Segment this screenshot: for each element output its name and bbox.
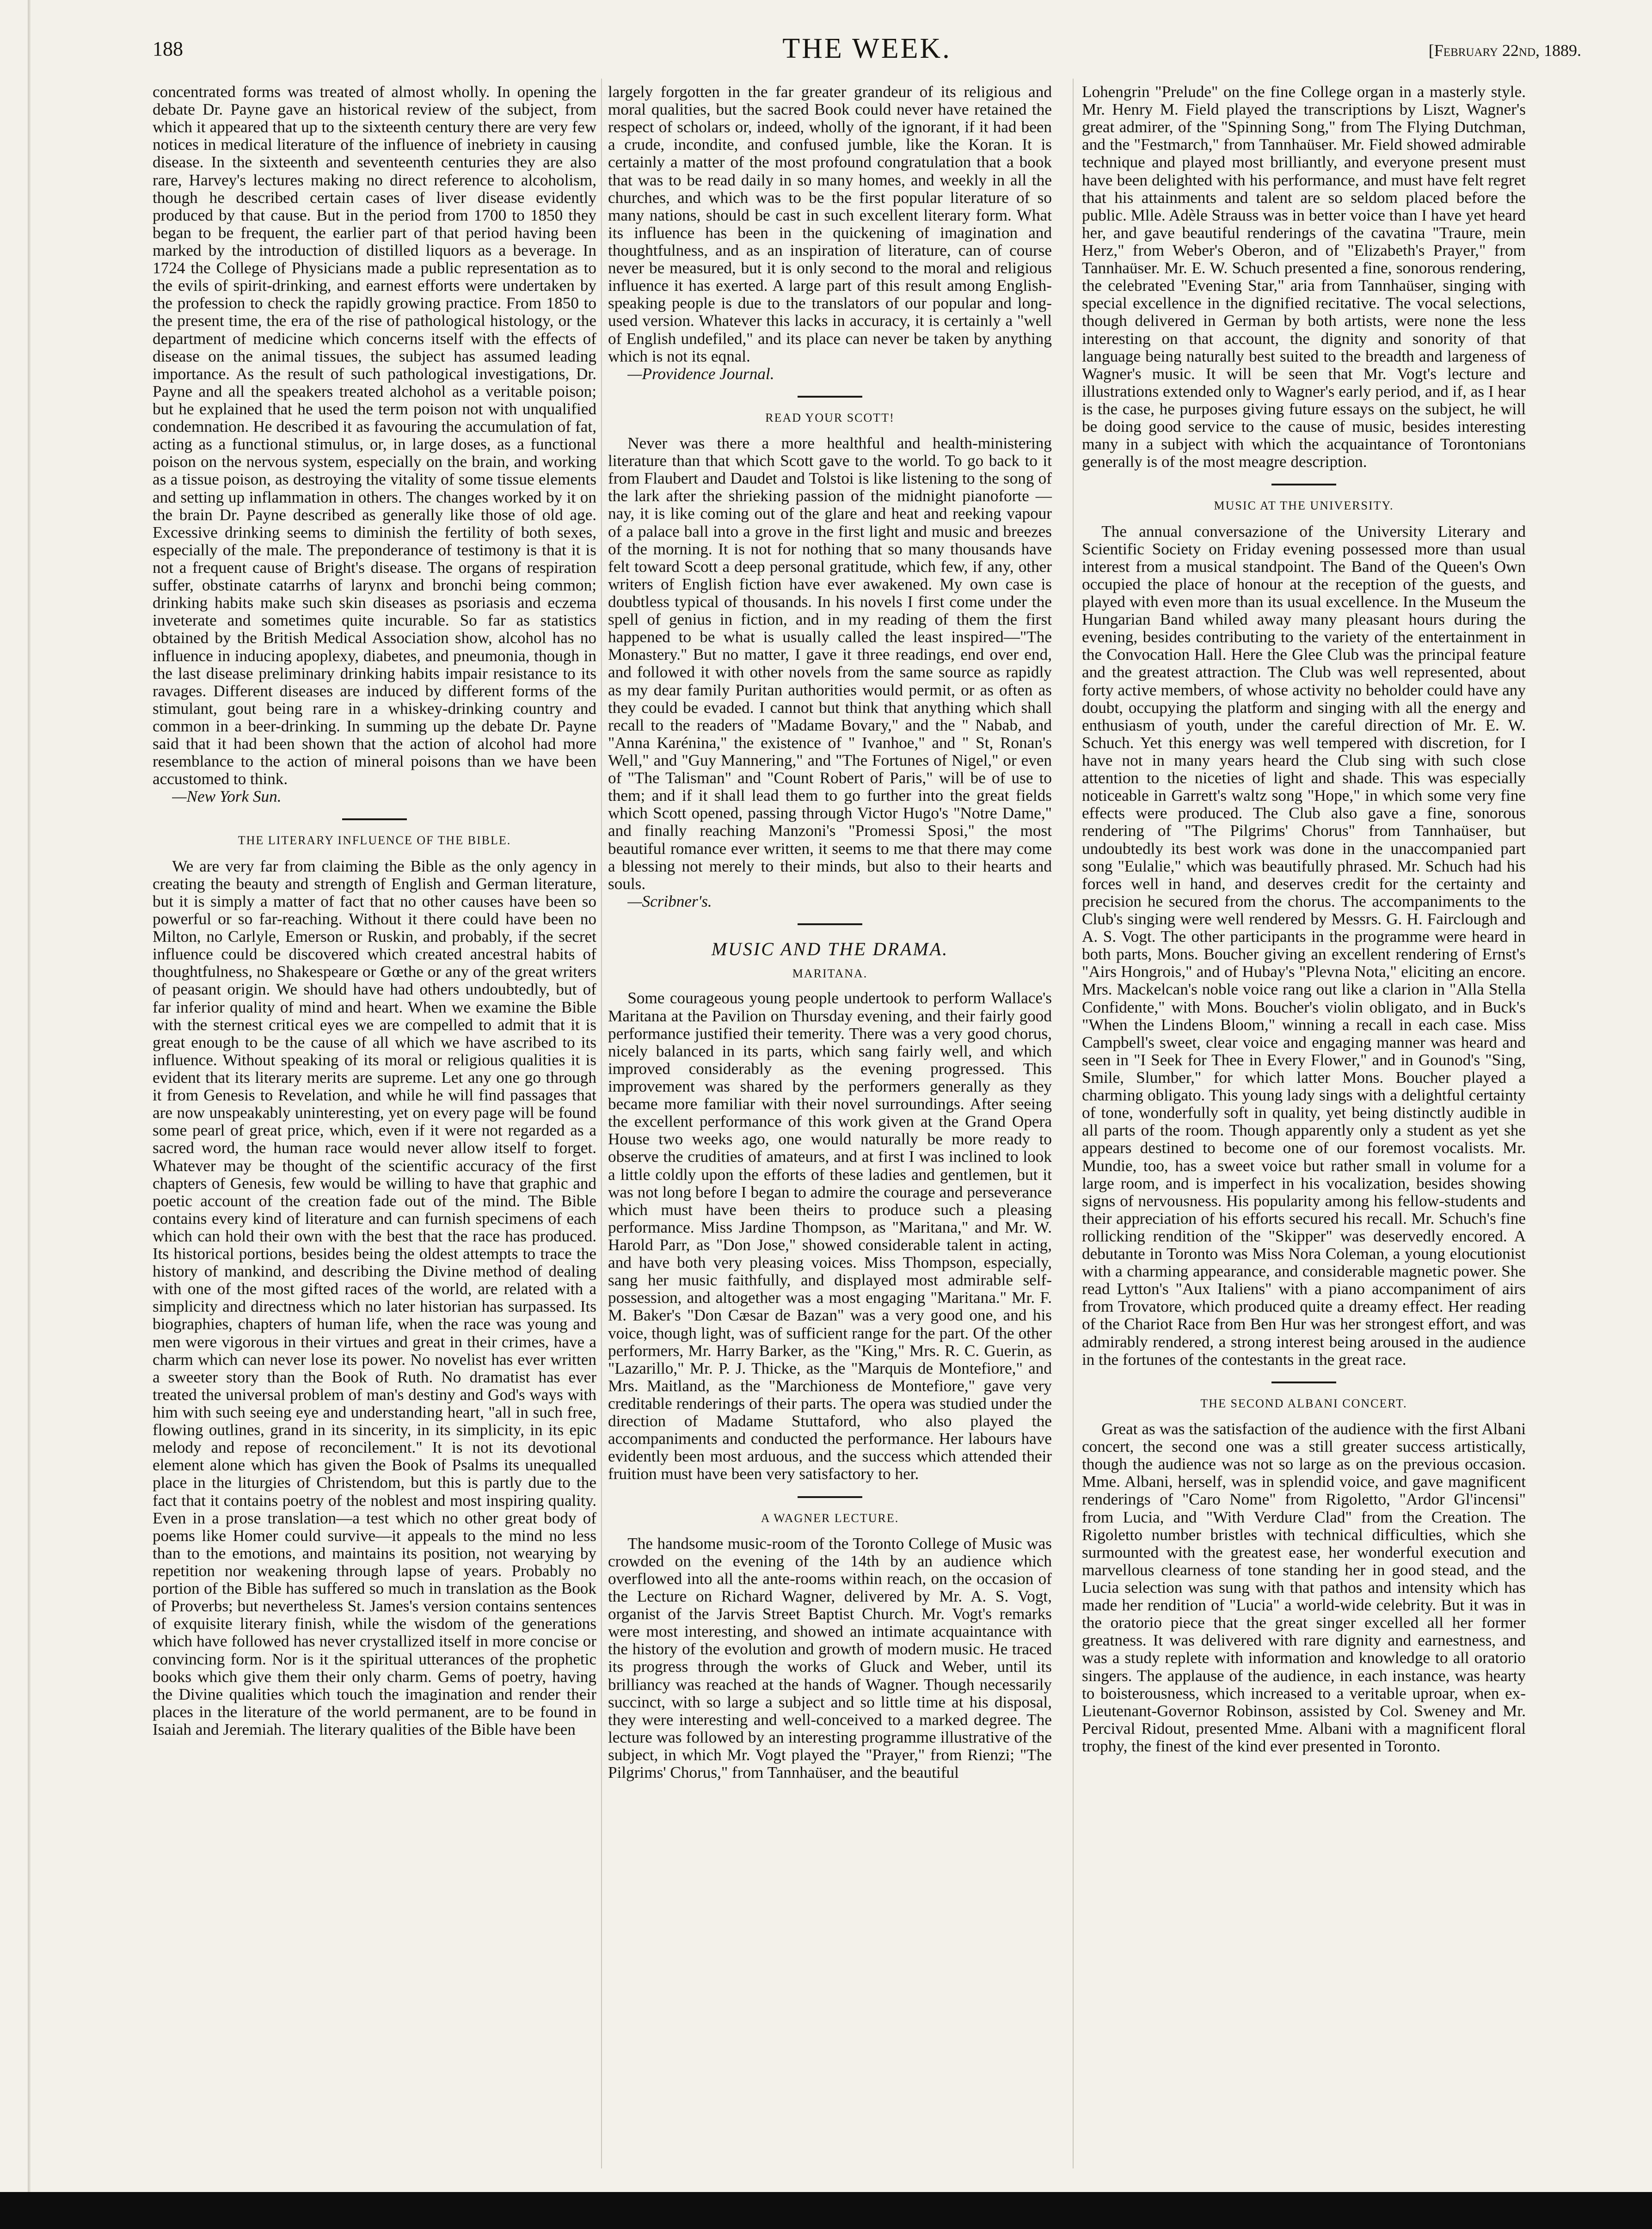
column-3 <box>1082 83 1526 1755</box>
column-1 <box>153 83 596 1738</box>
section-divider <box>798 923 862 925</box>
column-divider <box>1073 79 1074 2168</box>
article-paragraph: We are very far from claiming the Bible as the only agency in creating the beauty and strength of English and German literature, but it is simply a matter of fact that no other causes have been so powerful or so far-reaching. Without it there could have been no Milton, no Carlyle, Emerson or Ruskin, and probably, if the secret influence could be discovered which created ancestral habits of thoughtfulness, no Shakespeare or Gœthe or any of the great writers of peasant origin. We should have had others undoubtedly, but of far inferior quality of mind and heart. When we examine the Bible with the sternest critical eyes we are compelled to admit that it is great enough to be the cause of all which we have ascribed to its influence. Without speaking of its moral or religious qualities it is evident that its literary merits are supreme. Let any one go through it from Genesis to Revelation, and while he will find passages that are now unspeakably uninteresting, yet on every page will be found some pearl of great price, which, even if it were not regarded as a sacred word, the human race would never allow itself to forget. Whatever may be thought of the scientific accuracy of the first chapters of Genesis, few would be willing to have that graphic and poetic account of the creation fade out of the mind. The Bible contains every kind of literature and can furnish specimens of each which can hold their own with the best that the race has produced. Its historical portions, besides being the oldest attempts to trace the history of mankind, and describing the Divine method of dealing with one of the most gifted races of the world, are related with a simplicity and directness which no later historian has surpassed. Its biographies, chapters of human life, when the race was young and men were vigorous in their virtues and great in their crimes, have a charm which can never lose its power. No novelist has ever written a sweeter story than the Book of Ruth. No dramatist has ever treated the universal problem of man's destiny and God's ways with him with such seeing eye and understanding heart, "all in such free, flowing outlines, grand in its sincerity, in its simplicity, in its epic melody and repose of reconcilement." It is not its devotional element alone which has given the Book of Psalms its unequalled place in the liturgies of Christendom, but this is partly due to the fact that it contains poetry of the noblest and most inspiring quality. Even in a prose translation—a test which no other great body of poems like Homer could survive—it appeals to the mind no less than to the emotions, and maintains its position, not wearying by repetition nor weakening through lapse of years. Probably no portion of the Bible has suffered so much in translation as the Book of Proverbs; but nevertheless St. James's version contains sentences of exquisite literary finish, while the wisdom of the generations which have followed has never crystallized itself in more concise or convincing form. Nor is it the spiritual utterances of the prophetic books which give them their only charm. Gems of poetry, having the Divine qualities which touch the imagination and render their places in the literature of the world permanent, are to be found in Isaiah and Jeremiah. The literary qualities of the Bible have been <box>153 857 596 1738</box>
column-2 <box>608 83 1052 1781</box>
article-heading: THE LITERARY INFLUENCE OF THE BIBLE. <box>238 834 511 847</box>
binding-edge <box>28 0 31 2229</box>
section-heading: MUSIC AND THE DRAMA. <box>711 938 949 959</box>
page-number: 188 <box>153 37 183 60</box>
article-source: —Providence Journal. <box>627 364 774 383</box>
section-divider <box>1271 484 1336 485</box>
article-heading: MUSIC AT THE UNIVERSITY. <box>1214 499 1394 513</box>
issue-date: [February 22nd, 1889. <box>1428 41 1581 60</box>
article-heading: THE SECOND ALBANI CONCERT. <box>1200 1396 1407 1410</box>
scan-bottom-edge <box>0 2192 1652 2229</box>
page-header <box>153 32 1581 74</box>
article-paragraph: Great as was the satisfaction of the audience with the first Albani concert, the second one was a still greater success artistically, though the audience was not so large as on the previous occasion. Mme. Albani, herself, was in splendid voice, and gave magnificent renderings of "Caro Nome" from Rigoletto, "Ardor Gl'incensi" from Lucia, and "With Verdure Clad" from the Creation. The Rigoletto number bristles with technical difficulties, which she surmounted with the greatest ease, her wonderful execution and marvellous clearness of tone standing her in good stead, and the Lucia selection was sung with that pathos and intensity which has made her rendition of "Lucia" a world-wide celebrity. But it was in the oratorio piece that the great singer excelled all her former greatness. It was delivered with rare dignity and earnestness, and was a study replete with information and knowledge to all oratorio singers. The applause of the audience, in each instance, was hearty to boisterousness, which increased to a veritable uproar, when ex-Lieutenant-Governor Robinson, assisted by Col. Sweney and Mr. Percival Ridout, presented Mme. Albani with a magnificent floral trophy, the finest of the kind ever presented in Toronto. <box>1082 1419 1526 1755</box>
article-paragraph: Lohengrin "Prelude" on the fine College organ in a masterly style. Mr. Henry M. Field played the transcriptions by Liszt, Wagner's great admirer, of the "Spinning Song," from The Flying Dutchman, and the "Festmarch," from Tannhaüser. Mr. Field showed admirable technique and played most brilliantly, and everyone present must have been delighted with his performance, and must have felt regret that his attainments and talent are so seldom placed before the public. Mlle. Adèle Strauss was in better voice than I have yet heard her, and gave beautiful renderings of the cavatina "Traure, mein Herz," from Weber's Oberon, and of "Elizabeth's Prayer," from Tannhaüser. Mr. E. W. Schuch presented a fine, sonorous rendering, the celebrated "Evening Star," aria from Tannhaüser, singing with special excellence in the dignified recitative. The vocal selections, though delivered in German by both artists, were none the less interesting on that account, the dignity and sonority of that language being naturally best suited to the breadth and largeness of Wagner's music. It will be seen that Mr. Vogt's lecture and illustrations extended only to Wagner's early period, and if, as I hear is the case, he purposes giving future essays on the subject, he will be doing good service to the cause of music, besides interesting many in a subject with which the acquaintance of Torontonians generally is of the most meagre description. <box>1082 83 1526 471</box>
column-divider <box>601 79 602 2168</box>
article-source: —New York Sun. <box>172 787 282 806</box>
article-paragraph: concentrated forms was treated of almost wholly. In opening the debate Dr. Payne gave an historical review of the subject, from which it appeared that up to the sixteenth century there are very few notices in medical literature of the influence of inebriety in causing disease. In the sixteenth and seventeenth centuries they are also rare, Harvey's lectures making no direct reference to alcoholism, though he described certain cases of liver disease evidently produced by that cause. But in the period from 1700 to 1850 they began to be frequent, the earlier part of that period having been marked by the introduction of distilled liquors as a beverage. In 1724 the College of Physicians made a public representation as to the evils of spirit-drinking, and earnest efforts were undertaken by the profession to check the rapidly growing practice. From 1850 to the present time, the era of the rise of pathological histology, or the department of medicine which concerns itself with the effects of disease on the animal tissues, the subject has assumed leading importance. As the result of such pathological investigations, Dr. Payne and all the speakers treated alchohol as a veritable poison; but he explained that he used the term poison not with unqualified condemnation. He described it as favouring the accumulation of fat, acting as a functional stimulus, or, in large doses, as a functional poison on the nervous system, especially on the brain, and working as a tissue poison, as destroying the vitality of some tissue elements and setting up inflammation in others. The changes worked by it on the brain Dr. Payne described as generally like those of old age. Excessive drinking seems to diminish the fertility of both sexes, especially of the male. The preponderance of testimony is that it is not a frequent cause of Bright's disease. The organs of respiration suffer, obstinate catarrhs of larynx and bronchi being common; drinking habits make such skin diseases as psoriasis and eczema inveterate and sometimes quite incurable. So far as statistics obtained by the British Medical Association show, alcohol has no influence in inducing apoplexy, diabetes, and pneumonia, though in the last disease preliminary drinking habits impair resistance to its ravages. Different diseases are induced by different forms of the stimulant, gout being rare in a whiskey-drinking country and common in a beer-drinking. In summing up the debate Dr. Payne said that it had been shown that the action of alcohol had more resemblance to the action of mineral poisons than we have been accustomed to think. <box>153 83 596 788</box>
masthead-title: THE WEEK. <box>782 33 952 64</box>
article-paragraph: The handsome music-room of the Toronto College of Music was crowded on the evening of the 14th by an audience which overflowed into all the ante-rooms within reach, on the occasion of the Lecture on Richard Wagner, delivered by Mr. A. S. Vogt, organist of the Jarvis Street Baptist Church. Mr. Vogt's remarks were most interesting, and showed an intimate acquaintance with the history of the evolution and growth of modern music. He traced its progress through the works of Gluck and Weber, until its brilliancy was reached at the hands of Wagner. Though necessarily succinct, with so large a subject and so little time at his disposal, they were interesting and well-conceived to a marked degree. The lecture was followed by an interesting programme illustrative of the subject, in which Mr. Vogt played the "Prayer," from Rienzi; "The Pilgrims' Chorus," from Tannhaüser, and the beautiful <box>608 1534 1052 1782</box>
article-heading: A WAGNER LECTURE. <box>761 1511 899 1525</box>
article-heading: READ YOUR SCOTT! <box>765 411 895 424</box>
section-divider <box>342 818 407 820</box>
article-source: —Scribner's. <box>627 892 712 910</box>
article-paragraph: Some courageous young people undertook to perform Wallace's Maritana at the Pavilion on Thursday evening, and their fairly good performance justified their temerity. There was a very good chorus, nicely balanced in its parts, which sang fairly well, and which improved considerably as the evening progressed. This improvement was shared by the performers generally as they became more familiar with their novel surroundings. After seeing the excellent performance of this work given at the Grand Opera House two weeks ago, one would naturally be more ready to observe the crudities of amateurs, and at first I was inclined to look a little coldly upon the efforts of these ladies and gentlemen, but it was not long before I began to admire the courage and perseverance which must have been theirs to produce such a pleasing performance. Miss Jardine Thompson, as "Maritana," and Mr. W. Harold Parr, as "Don Jose," showed considerable talent in acting, and have both very pleasing voices. Miss Thompson, especially, sang her music faithfully, and displayed most admirable self-possession, and altogether was a most engaging "Maritana." Mr. F. M. Baker's "Don Cæsar de Bazan" was a very good one, and his voice, though light, was of sufficient range for the part. Of the other performers, Mr. Harry Barker, as the "King," Mrs. R. C. Guerin, as "Lazarillo," Mr. P. J. Thicke, as the "Marquis de Montefiore," and Mrs. Maitland, as the "Marchioness de Montefiore," gave very creditable renderings of their parts. The opera was studied under the direction of Madame Stuttaford, who also played the accompaniments and conducted the performance. Her labours have evidently been most arduous, and the success which attended their fruition must have been very satisfactory to her. <box>608 989 1052 1483</box>
article-paragraph: The annual conversazione of the University Literary and Scientific Society on Friday evening possessed more than usual interest from a musical standpoint. The Band of the Queen's Own occupied the place of honour at the reception of the guests, and played with even more than its usual excellence. In the Museum the Hungarian Band whiled away many pleasant hours during the evening, besides contributing to the variety of the entertainment in the Convocation Hall. Here the Glee Club was the principal feature and the greatest attraction. The Club was well represented, about forty active members, of whose activity no beholder could have any doubt, occupying the platform and singing with all the energy and enthusiasm of youth, under the careful direction of Mr. E. W. Schuch. Yet this energy was well tempered with discretion, for I have not in many years heard the Club sing with such close attention to the niceties of light and shade. This was especially noticeable in Garrett's waltz song "Hope," in which some very fine effects were produced. The Club also gave a fine, sonorous rendering of "The Pilgrims' Chorus" from Tannhaüser, but undoubtedly its best work was done in the unaccompanied part song "Eulalie," which was beautifully phrased. Mr. Schuch had his forces well in hand, and deserves credit for the certainty and precision he secured from the chorus. The accompaniments to the Club's singing were well rendered by Messrs. G. H. Fairclough and A. S. Vogt. The other participants in the programme were heard in both parts, Mons. Boucher giving an excellent rendering of Ernst's "Airs Hongrois," and of Hubay's "Plevna Nota," eliciting an encore. Mrs. Mackelcan's noble voice rang out like a clarion in "Alla Stella Confidente," with Mons. Boucher's violin obligato, and in Buck's "When the Lindens Bloom," winning a recall in each case. Miss Campbell's sweet, clear voice and engaging manner was heard and seen in "I Seek for Thee in Every Flower," and in Gounod's "Sing, Smile, Slumber," for which latter Mons. Boucher played a charming obligato. This young lady sings with a delightful certainty of tone, wonderfully soft in quality, yet being distinctly audible in all parts of the room. Though apparently only a student as yet she appears destined to become one of our foremost vocalists. Mr. Mundie, too, has a sweet voice but rather small in volume for a large room, and is imperfect in his vocalization, besides showing signs of nervousness. His popularity among his fellow-students and their appreciation of his efforts secured his recall. Mr. Schuch's fine rollicking rendition of the "Skipper" was deservedly encored. A debutante in Toronto was Miss Nora Coleman, a young elocutionist with a charming appearance, and considerable magnetic power. She read Lytton's "Aux Italiens" with a piano accompaniment of airs from Trovatore, which produced quite a dreamy effect. Her reading of the Chariot Race from Ben Hur was her strongest effort, and was admirably rendered, a strong interest being aroused in the audience in the fortunes of the contestants in the great race. <box>1082 522 1526 1369</box>
article-paragraph: largely forgotten in the far greater grandeur of its religious and moral qualities, but the sacred Book could never have retained the respect of scholars or, indeed, wholly of the ignorant, if it had been a crude, incondite, and confused jumble, like the Koran. It is certainly a matter of the most profound congratulation that a book that was to be read daily in so many homes, and weekly in all the churches, and which was to be the first popular literature of so many nations, should be cast in such excellent literary form. What its influence has been in the quickening of imagination and thoughtfulness, and as an inspiration of literature, can of course never be measured, but it is only second to the moral and religious influence it has exerted. A large part of this result among English-speaking people is due to the translators of our popular and long-used version. Whatever this lacks in accuracy, it is certainly a "well of English undefiled," and its place can never be taken by anything which is not its eqnal. <box>608 83 1052 365</box>
article-paragraph: Never was there a more healthful and health-ministering literature than that which Scott gave to the world. To go back to it from Flaubert and Daudet and Tolstoi is like listening to the song of the lark after the shrieking passion of the midnight pianoforte —nay, it is like coming out of the glare and heat and reeking vapour of a palace ball into a grove in the first light and music and breezes of the morning. It is not for nothing that so many thousands have felt toward Scott a deep personal gratitude, which few, if any, other writers of English fiction have ever awakened. My own case is doubtless typical of thousands. In his novels I first come under the spell of genius in fiction, and in my reading of them the first happened to be what is usually called the least inspired—"The Monastery." But no matter, I gave it three readings, end over end, and followed it with other novels from the same source as rapidly as my dear family Puritan authorities would permit, or as often as they could be evaded. I cannot but think that anything which shall recall to the readers of "Madame Bovary," and the " Nabab, and "Anna Karénina," the existence of " Ivanhoe," and " St, Ronan's Well," and "Guy Mannering," and "The Fortunes of Nigel," or even of "The Talisman" and "Count Robert of Paris," will be of use to them; and if it shall lead them to go further into the great fields which Scott opened, passing through Victor Hugo's "Notre Dame," and finally reaching Manzoni's "Promessi Sposi," the most beautiful romance ever written, it seems to me that there may come a blessing not merely to their minds, but also to their hearts and souls. <box>608 434 1052 893</box>
section-divider <box>1271 1382 1336 1383</box>
section-divider <box>798 396 862 398</box>
section-divider <box>798 1496 862 1498</box>
article-heading: MARITANA. <box>792 967 868 981</box>
